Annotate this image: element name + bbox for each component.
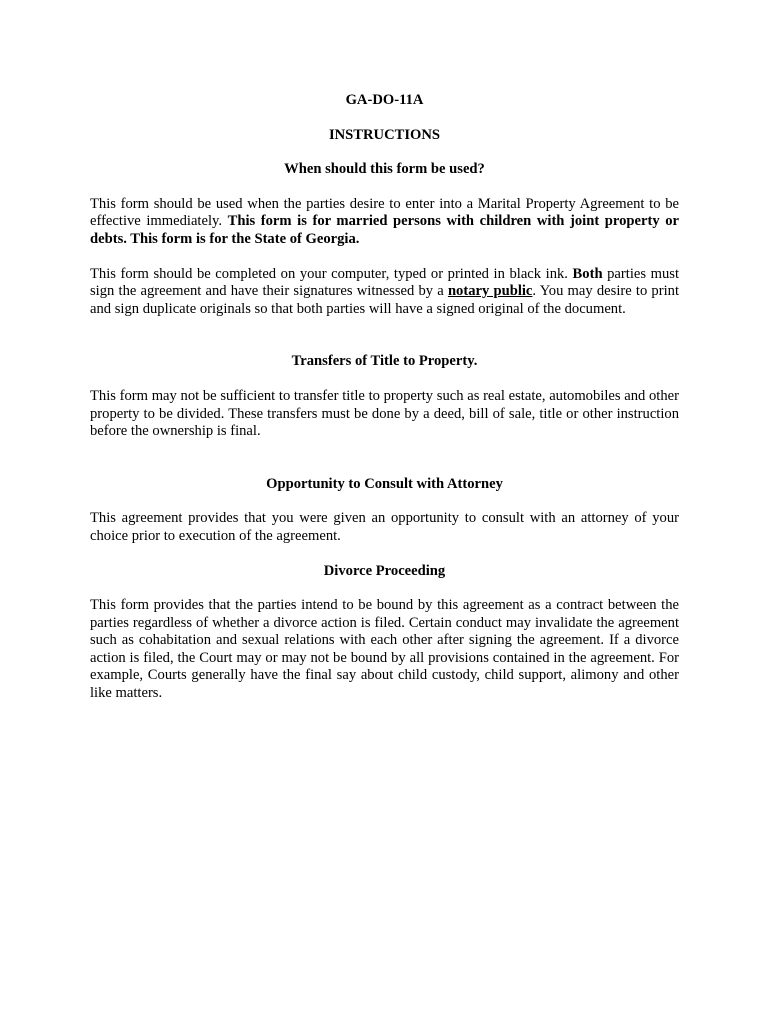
- paragraph-transfers: This form may not be sufficient to transfer title to property such as real estate, automobiles and other property to be divided. These transfers must be done by a deed, bill of sale, title or other instruction before the ownership is final.: [90, 387, 679, 440]
- section-title-when: When should this form be used?: [284, 161, 485, 178]
- paragraph-when-2-text-c: parties must sign the agreement and have their signatures witnessed by a: [90, 265, 679, 300]
- section-title-divorce: Divorce Proceeding: [323, 562, 446, 579]
- paragraph-when-2-text-a: This form should be completed on your computer, typed or printed in black ink.: [90, 265, 573, 282]
- paragraph-when-1-text: This form should be used when the parties desire to enter into a Marital Property Agreement to be effective immediately.: [90, 195, 679, 230]
- page-heading: INSTRUCTIONS: [328, 126, 441, 143]
- paragraph-divorce: This form provides that the parties intend to be bound by this agreement as a contract between the parties regardless of whether a divorce action is filed. Certain conduct may invalidate the agreement such as cohabitation and sexual relations with each other after signing the agreement. If a divorce action is filed, the Court may or may not be bound by all provisions contained in the agreement. For example, Courts generally have the final say about child custody, child support, alimony and other like matters.: [90, 597, 679, 702]
- section-title-attorney: Opportunity to Consult with Attorney: [266, 475, 503, 492]
- paragraph-when-2-text-e: . You may desire to print and sign duplicate originals so that both parties will have a signed original of the document.: [90, 283, 679, 317]
- paragraph-when-1-bold: This form is for married persons with children with joint property or debts. This form is for the State of Georgia.: [90, 213, 679, 247]
- paragraph-when-2-bold: Both: [572, 265, 603, 282]
- document-page: [90, 92, 679, 703]
- paragraph-attorney: This agreement provides that you were given an opportunity to consult with an attorney of your choice prior to execution of the agreement.: [90, 510, 679, 544]
- section-title-transfers: Transfers of Title to Property.: [291, 353, 478, 370]
- notary-public-emphasis: notary public: [447, 283, 533, 300]
- paragraph-when-1: [90, 196, 679, 249]
- paragraph-when-2: [90, 266, 679, 319]
- form-code: GA-DO-11A: [345, 92, 424, 108]
